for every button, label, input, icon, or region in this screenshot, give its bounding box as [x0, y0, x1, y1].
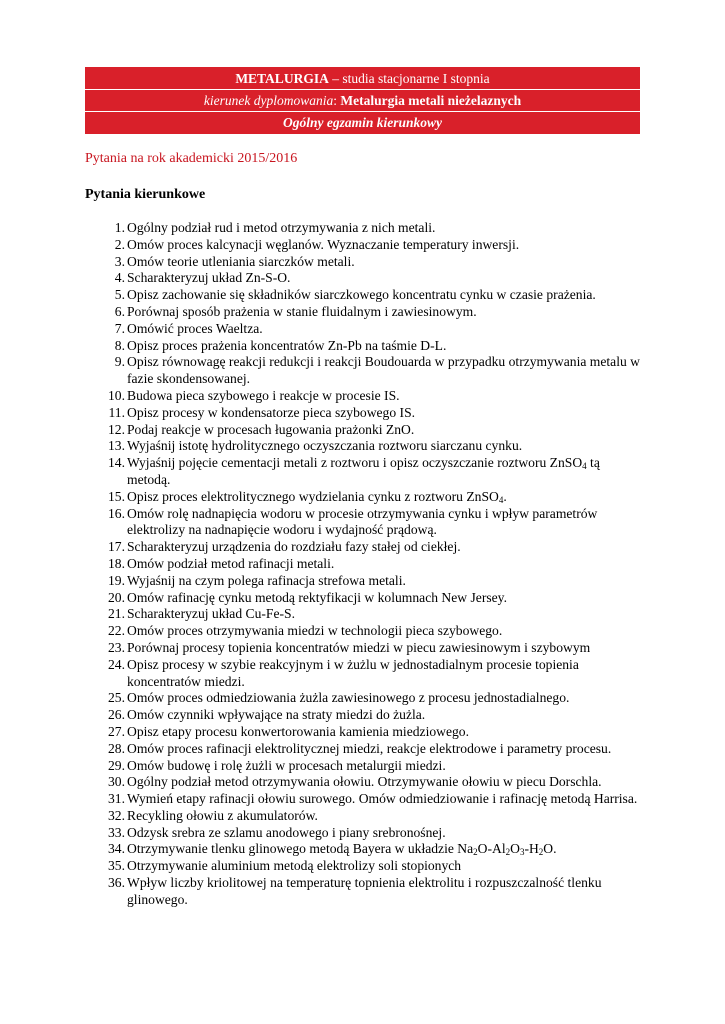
- question-subscript: 2: [505, 847, 511, 858]
- question-text: Wpływ liczby kriolitowej na temperaturę topnienia elektrolitu i rozpuszczalność tlenku glinowego.: [127, 875, 602, 907]
- question-number: 34.: [108, 841, 125, 857]
- question-item: [85, 270, 645, 287]
- question-item: [85, 321, 645, 338]
- question-number: 7.: [114, 320, 125, 336]
- question-text: Ogólny podział rud i metod otrzymywania z nich metali.: [127, 220, 436, 235]
- question-number: 25.: [108, 690, 125, 706]
- questions-list: [85, 220, 645, 909]
- question-text: Recykling ołowiu z akumulatorów.: [127, 807, 318, 823]
- question-subscript: 3: [519, 847, 525, 858]
- question-item: [85, 657, 645, 691]
- header-specialization-label: kierunek dyplomowania: [203, 93, 334, 108]
- question-number: 28.: [108, 740, 125, 756]
- question-item: [85, 422, 645, 439]
- question-number: 27.: [108, 723, 125, 739]
- question-text: Scharakteryzuj urządzenia do rozdziału fazy stałej od ciekłej.: [127, 539, 461, 555]
- question-item: [85, 506, 645, 540]
- question-item: [85, 338, 645, 355]
- question-item: [85, 774, 645, 791]
- question-text: Podaj reakcje w procesach ługowania prażonki ZnO.: [127, 421, 415, 437]
- question-text: Omów budowę i rolę żużli w procesach metalurgii miedzi.: [127, 757, 446, 773]
- question-subscript: 4: [582, 461, 587, 472]
- question-number: 14.: [108, 455, 125, 471]
- question-number: 4.: [114, 270, 125, 286]
- question-item: [85, 590, 645, 607]
- question-number: 18.: [108, 555, 125, 571]
- question-item: [85, 808, 645, 825]
- question-number: 10.: [108, 387, 125, 403]
- question-subscript: 2: [473, 847, 478, 858]
- question-text: [127, 841, 557, 856]
- question-text: Porównaj sposób prażenia w stanie fluidalnym i zawiesinowym.: [127, 303, 477, 319]
- question-number: 35.: [108, 858, 125, 874]
- question-text: Wyjaśnij na czym polega rafinacja strefowa metali.: [127, 572, 406, 588]
- question-text: Omów czynniki wpływające na straty miedzi do żużla.: [127, 707, 426, 723]
- question-text-part: tą metodą.: [127, 455, 600, 487]
- question-item: [85, 623, 645, 640]
- question-item: [85, 690, 645, 707]
- question-item: [85, 707, 645, 724]
- question-item: [85, 573, 645, 590]
- question-item: [85, 640, 645, 657]
- question-text-part: .: [503, 488, 507, 504]
- question-text: Omów proces otrzymywania miedzi w technologii pieca szybowego.: [127, 623, 503, 639]
- question-number: 19.: [108, 572, 125, 588]
- question-text: Omów rafinację cynku metodą rektyfikacji w kolumnach New Jersey.: [127, 589, 507, 605]
- question-text-part: Opisz proces elektrolitycznego wydzielania cynku z roztworu ZnSO: [127, 488, 499, 504]
- question-subscript: 2: [538, 847, 544, 858]
- question-number: 1.: [114, 220, 125, 235]
- question-item: [85, 455, 645, 489]
- question-text: Scharakteryzuj układ Cu-Fe-S.: [127, 606, 295, 622]
- question-item: [85, 405, 645, 422]
- question-text: Opisz procesy w szybie reakcyjnym i w żużlu w jednostadialnym procesie topienia koncentratów miedzi.: [127, 656, 579, 689]
- question-text: Odzysk srebra ze szlamu anodowego i piany srebronośnej.: [127, 824, 446, 840]
- question-number: 16.: [108, 505, 125, 521]
- question-text: Wyjaśnij istotę hydrolitycznego oczyszczania roztworu siarczanu cynku.: [127, 438, 523, 454]
- question-number: 12.: [108, 421, 125, 437]
- question-text: Omów rolę nadnapięcia wodoru w procesie otrzymywania cynku i wpływ parametrów elektrolizy na nadnapięcie wodoru i wydajność prądową.: [127, 505, 598, 538]
- question-number: 13.: [108, 438, 125, 454]
- question-text: Omów proces kalcynacji węglanów. Wyznaczanie temperatury inwersji.: [127, 236, 520, 252]
- question-item: [85, 741, 645, 758]
- question-text: Omów proces odmiedziowania żużla zawiesinowego z procesu jednostadialnego.: [127, 690, 570, 706]
- header-line-1: [85, 68, 640, 89]
- question-item: [85, 220, 645, 237]
- question-number: 23.: [108, 639, 125, 655]
- question-text: Omów podział metod rafinacji metali.: [127, 555, 335, 571]
- question-number: 22.: [108, 623, 125, 639]
- question-number: 30.: [108, 774, 125, 790]
- question-number: 32.: [108, 807, 125, 823]
- question-item: [85, 556, 645, 573]
- question-text-part: O.: [543, 841, 557, 857]
- header-line-3: Ogólny egzamin kierunkowy: [85, 111, 640, 133]
- question-number: 15.: [108, 488, 125, 504]
- question-number: 29.: [108, 757, 125, 773]
- question-item: [85, 841, 645, 858]
- question-number: 3.: [114, 253, 125, 269]
- question-text: Opisz etapy procesu konwertorowania kamienia miedziowego.: [127, 723, 469, 739]
- question-text: Omówić proces Waeltza.: [127, 320, 263, 336]
- question-number: 24.: [108, 656, 125, 672]
- question-item: [85, 724, 645, 741]
- question-item: [85, 539, 645, 556]
- header-colon: :: [333, 93, 341, 108]
- question-number: 11.: [108, 404, 125, 420]
- question-number: 36.: [108, 875, 125, 891]
- question-text-part: -H: [524, 841, 539, 857]
- question-item: [85, 438, 645, 455]
- question-number: 6.: [114, 303, 125, 319]
- question-item: [85, 858, 645, 875]
- question-item: [85, 304, 645, 321]
- question-number: 17.: [108, 539, 125, 555]
- header-banner: [85, 67, 640, 134]
- header-study-type: – studia stacjonarne I stopnia: [328, 71, 490, 86]
- question-number: 20.: [108, 589, 125, 605]
- header-line-2: [85, 89, 640, 111]
- question-item: [85, 758, 645, 775]
- question-text: Omów proces rafinacji elektrolitycznej miedzi, reakcje elektrodowe i parametry procesu.: [127, 740, 612, 756]
- question-number: 2.: [114, 236, 125, 252]
- question-number: 31.: [108, 791, 125, 807]
- question-text: Omów teorie utleniania siarczków metali.: [127, 253, 355, 269]
- question-text: Wymień etapy rafinacji ołowiu surowego. Omów odmiedziowanie i rafinację metodą Harrisa.: [127, 791, 638, 807]
- question-item: [85, 237, 645, 254]
- question-text: [127, 489, 507, 504]
- question-text: Scharakteryzuj układ Zn-S-O.: [127, 270, 291, 286]
- question-item: [85, 606, 645, 623]
- section-title: Pytania kierunkowe: [85, 187, 206, 202]
- question-text: Otrzymywanie aluminium metodą elektrolizy soli stopionych: [127, 858, 462, 874]
- question-item: [85, 254, 645, 271]
- question-text-part: Otrzymywanie tlenku glinowego metodą Bayera w układzie Na: [127, 841, 474, 857]
- question-text: Budowa pieca szybowego i reakcje w procesie IS.: [127, 387, 400, 403]
- question-item: [85, 388, 645, 405]
- question-item: [85, 489, 645, 506]
- question-text: Ogólny podział metod otrzymywania ołowiu. Otrzymywanie ołowiu w piecu Dorschla.: [127, 774, 602, 790]
- question-text: Opisz proces prażenia koncentratów Zn-Pb na taśmie D-L.: [127, 337, 447, 353]
- question-text: [127, 455, 600, 487]
- question-item: [85, 354, 645, 388]
- header-specialization: Metalurgia metali nieżelaznych: [340, 93, 522, 108]
- question-text-part: Wyjaśnij pojęcie cementacji metali z roztworu i opisz oczyszczanie roztworu ZnSO: [127, 455, 583, 471]
- question-item: [85, 825, 645, 842]
- question-subscript: 4: [498, 494, 504, 505]
- question-item: [85, 875, 645, 909]
- question-number: 21.: [108, 606, 125, 622]
- question-text: Opisz równowagę reakcji redukcji i reakcji Boudouarda w przypadku otrzymywania metalu w fazie skondensowanej.: [127, 354, 640, 387]
- question-text-part: O: [510, 841, 520, 857]
- question-text: Opisz procesy w kondensatorze pieca szybowego IS.: [127, 404, 416, 420]
- question-item: [85, 791, 645, 808]
- academic-year-subtitle: Pytania na rok akademicki 2015/2016: [85, 151, 298, 166]
- question-number: 8.: [114, 337, 125, 353]
- question-text: Opisz zachowanie się składników siarczkowego koncentratu cynku w czasie prażenia.: [127, 287, 596, 303]
- question-item: [85, 287, 645, 304]
- question-number: 5.: [114, 287, 125, 303]
- question-number: 9.: [114, 354, 125, 370]
- question-number: 33.: [108, 824, 125, 840]
- question-text-part: O-Al: [477, 841, 506, 857]
- question-number: 26.: [108, 707, 125, 723]
- question-text: Porównaj procesy topienia koncentratów miedzi w piecu zawiesinowym i szybowym: [127, 639, 591, 655]
- header-title: METALURGIA: [235, 71, 329, 86]
